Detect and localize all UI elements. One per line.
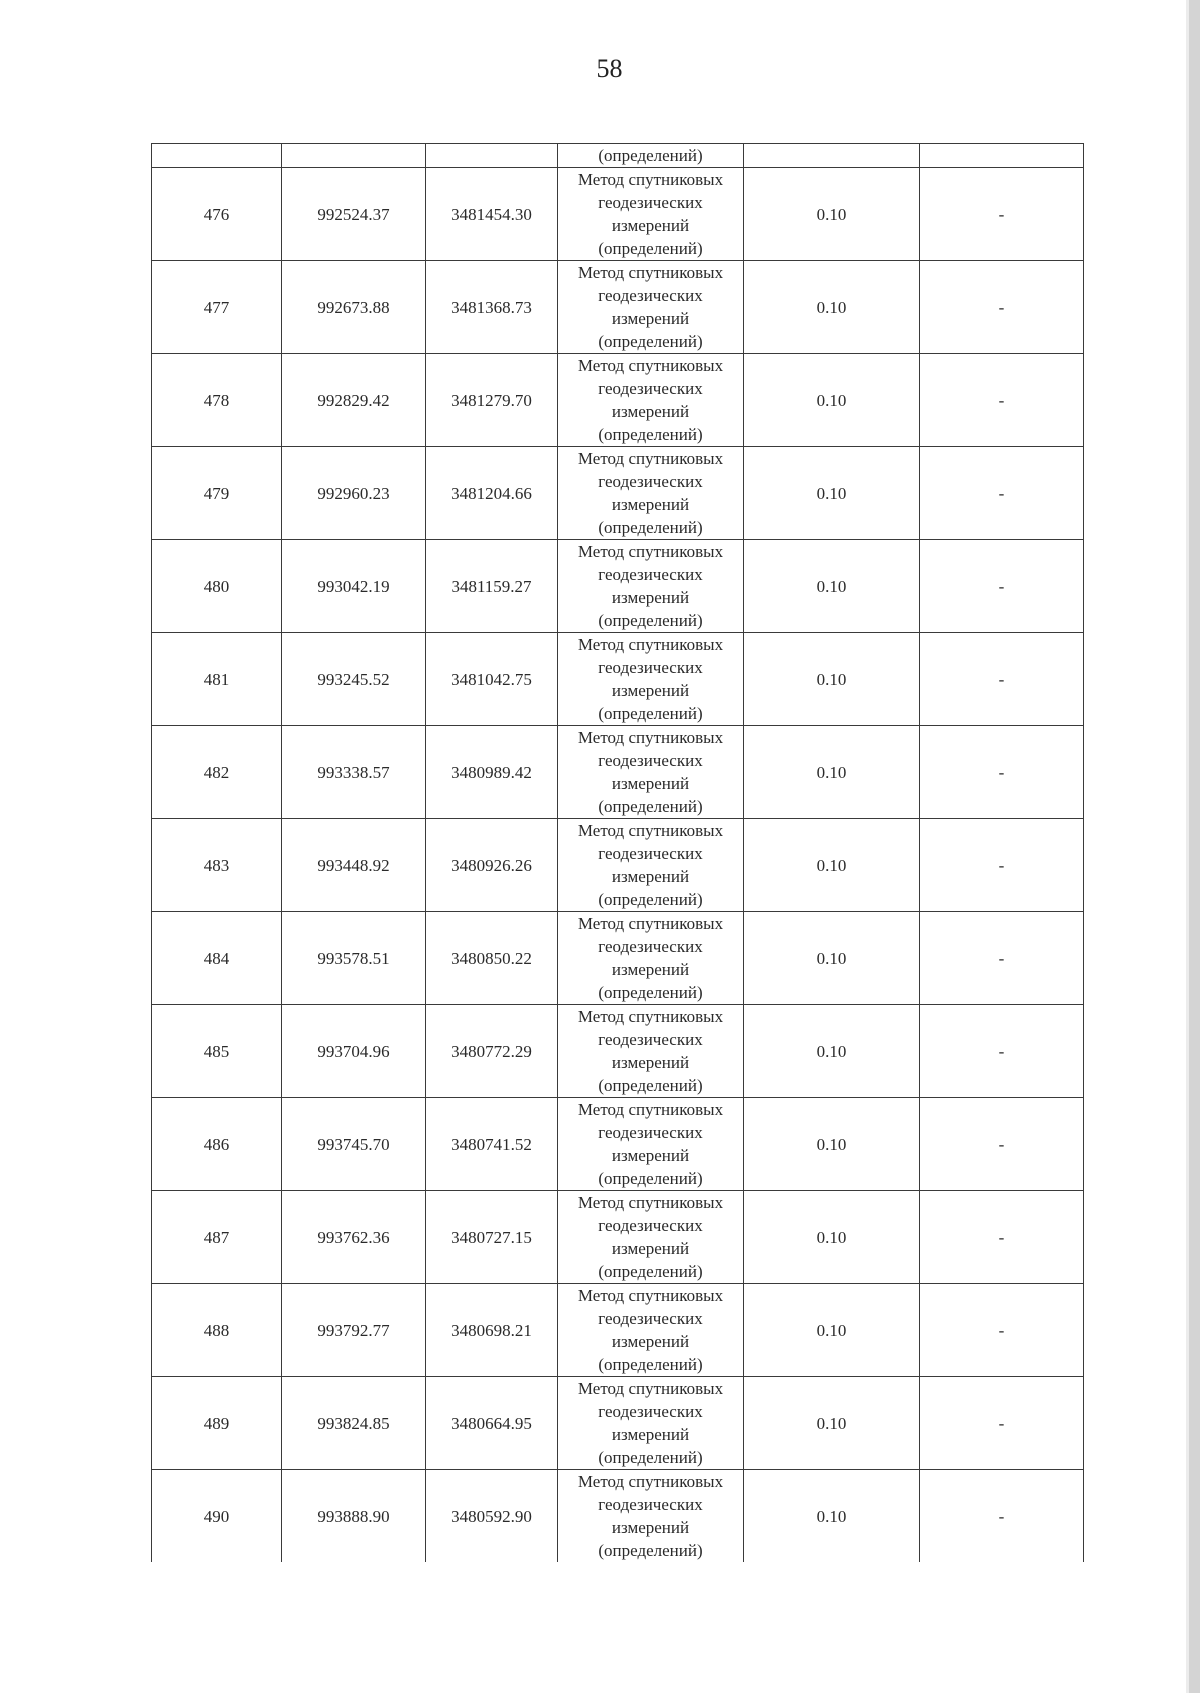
method-line: (определений) bbox=[598, 332, 703, 351]
cell-num: 487 bbox=[152, 1191, 282, 1284]
cell-num: 484 bbox=[152, 912, 282, 1005]
method-line: измерений bbox=[611, 867, 690, 886]
cell-accuracy: 0.10 bbox=[744, 168, 920, 261]
cell-method bbox=[558, 168, 744, 261]
cell-y: 3480772.29 bbox=[426, 1005, 558, 1098]
cell-accuracy: 0.10 bbox=[744, 1377, 920, 1470]
cell-x: 993245.52 bbox=[282, 633, 426, 726]
method-line: измерений bbox=[611, 1239, 690, 1258]
cell-num: 482 bbox=[152, 726, 282, 819]
cell-x: 993888.90 bbox=[282, 1470, 426, 1563]
cell-accuracy: 0.10 bbox=[744, 1098, 920, 1191]
table-row bbox=[152, 1470, 1084, 1563]
cell-accuracy: 0.10 bbox=[744, 726, 920, 819]
cell-x: 993792.77 bbox=[282, 1284, 426, 1377]
method-line: геодезических bbox=[598, 658, 703, 677]
method-line: геодезических bbox=[598, 1030, 703, 1049]
cell-method bbox=[558, 819, 744, 912]
cell-x: 993824.85 bbox=[282, 1377, 426, 1470]
cell-num: 480 bbox=[152, 540, 282, 633]
cell-y: 3481368.73 bbox=[426, 261, 558, 354]
method-line: геодезических bbox=[598, 1402, 703, 1421]
method-line: измерений bbox=[611, 1425, 690, 1444]
method-line: геодезических bbox=[598, 193, 703, 212]
method-line: геодезических bbox=[598, 844, 703, 863]
method-line: (определений) bbox=[598, 1169, 703, 1188]
coordinates-table bbox=[151, 143, 1084, 1562]
method-line: (определений) bbox=[598, 704, 703, 723]
cell-note: - bbox=[920, 168, 1084, 261]
cell-x: 993762.36 bbox=[282, 1191, 426, 1284]
table-row bbox=[152, 1005, 1084, 1098]
method-line: Метод спутниковых bbox=[577, 728, 724, 747]
method-line: Метод спутниковых bbox=[577, 170, 724, 189]
method-line: Метод спутниковых bbox=[577, 1472, 724, 1491]
cell-method bbox=[558, 1005, 744, 1098]
method-line: (определений) bbox=[598, 1262, 703, 1281]
method-line: измерений bbox=[611, 216, 690, 235]
cell-y: 3480664.95 bbox=[426, 1377, 558, 1470]
cell-note: - bbox=[920, 354, 1084, 447]
cell-note bbox=[920, 144, 1084, 168]
cell-x: 993578.51 bbox=[282, 912, 426, 1005]
method-line: измерений bbox=[611, 309, 690, 328]
method-line: измерений bbox=[611, 1518, 690, 1537]
cell-y: 3481204.66 bbox=[426, 447, 558, 540]
cell-x: 992673.88 bbox=[282, 261, 426, 354]
cell-num: 478 bbox=[152, 354, 282, 447]
table-row bbox=[152, 354, 1084, 447]
cell-method bbox=[558, 354, 744, 447]
cell-method bbox=[558, 1098, 744, 1191]
method-line: Метод спутниковых bbox=[577, 635, 724, 654]
cell-y: 3481279.70 bbox=[426, 354, 558, 447]
cell-y: 3480727.15 bbox=[426, 1191, 558, 1284]
cell-num: 489 bbox=[152, 1377, 282, 1470]
method-line: геодезических bbox=[598, 286, 703, 305]
table-row bbox=[152, 1098, 1084, 1191]
cell-num: 483 bbox=[152, 819, 282, 912]
cell-x: 993745.70 bbox=[282, 1098, 426, 1191]
method-line: Метод спутниковых bbox=[577, 542, 724, 561]
method-line: Метод спутниковых bbox=[577, 1379, 724, 1398]
cell-x: 992960.23 bbox=[282, 447, 426, 540]
cell-method bbox=[558, 912, 744, 1005]
table-row bbox=[152, 540, 1084, 633]
cell-accuracy: 0.10 bbox=[744, 261, 920, 354]
cell-num: 486 bbox=[152, 1098, 282, 1191]
method-line: (определений) bbox=[598, 1355, 703, 1374]
cell-y: 3480926.26 bbox=[426, 819, 558, 912]
cell-num: 476 bbox=[152, 168, 282, 261]
cell-x: 992524.37 bbox=[282, 168, 426, 261]
method-line: геодезических bbox=[598, 379, 703, 398]
cell-method bbox=[558, 1284, 744, 1377]
method-line: Метод спутниковых bbox=[577, 263, 724, 282]
cell-x bbox=[282, 144, 426, 168]
table-row bbox=[152, 1377, 1084, 1470]
method-line: (определений) bbox=[598, 425, 703, 444]
table-row bbox=[152, 726, 1084, 819]
page-number: 58 bbox=[596, 54, 623, 83]
method-line: измерений bbox=[611, 402, 690, 421]
cell-note: - bbox=[920, 261, 1084, 354]
cell-accuracy: 0.10 bbox=[744, 1284, 920, 1377]
cell-y: 3480850.22 bbox=[426, 912, 558, 1005]
cell-method bbox=[558, 261, 744, 354]
method-line: Метод спутниковых bbox=[577, 1007, 724, 1026]
cell-note: - bbox=[920, 1470, 1084, 1563]
table-row bbox=[152, 168, 1084, 261]
method-line: (определений) bbox=[598, 611, 703, 630]
method-line: (определений) bbox=[598, 983, 703, 1002]
method-line: (определений) bbox=[598, 1541, 703, 1560]
cell-method bbox=[558, 1191, 744, 1284]
method-line: геодезических bbox=[598, 1309, 703, 1328]
method-line: Метод спутниковых bbox=[577, 914, 724, 933]
cell-accuracy: 0.10 bbox=[744, 354, 920, 447]
cell-note: - bbox=[920, 1098, 1084, 1191]
cell-num: 479 bbox=[152, 447, 282, 540]
cell-x: 992829.42 bbox=[282, 354, 426, 447]
cell-note: - bbox=[920, 633, 1084, 726]
method-line: измерений bbox=[611, 1146, 690, 1165]
cell-num: 481 bbox=[152, 633, 282, 726]
cell-num: 490 bbox=[152, 1470, 282, 1563]
table-body bbox=[152, 144, 1084, 1563]
cell-method bbox=[558, 1377, 744, 1470]
cell-y: 3481042.75 bbox=[426, 633, 558, 726]
cell-note: - bbox=[920, 447, 1084, 540]
method-line: Метод спутниковых bbox=[577, 356, 724, 375]
method-line: измерений bbox=[611, 774, 690, 793]
continuation-row bbox=[152, 144, 1084, 168]
cell-accuracy: 0.10 bbox=[744, 1470, 920, 1563]
cell-accuracy: 0.10 bbox=[744, 1005, 920, 1098]
cell-accuracy: 0.10 bbox=[744, 819, 920, 912]
method-line: (определений) bbox=[598, 518, 703, 537]
cell-y: 3480741.52 bbox=[426, 1098, 558, 1191]
cell-accuracy: 0.10 bbox=[744, 912, 920, 1005]
method-line: (определений) bbox=[598, 239, 703, 258]
method-line: геодезических bbox=[598, 472, 703, 491]
cell-method bbox=[558, 447, 744, 540]
cell-accuracy: 0.10 bbox=[744, 633, 920, 726]
table-row bbox=[152, 261, 1084, 354]
cell-note: - bbox=[920, 912, 1084, 1005]
cell-y: 3481454.30 bbox=[426, 168, 558, 261]
method-line: измерений bbox=[611, 495, 690, 514]
method-line: геодезических bbox=[598, 565, 703, 584]
cell-note: - bbox=[920, 1191, 1084, 1284]
method-line: (определений) bbox=[598, 797, 703, 816]
cell-method bbox=[558, 633, 744, 726]
cell-x: 993338.57 bbox=[282, 726, 426, 819]
table-row bbox=[152, 819, 1084, 912]
cell-note: - bbox=[920, 1284, 1084, 1377]
method-line: Метод спутниковых bbox=[577, 1193, 724, 1212]
table-row bbox=[152, 912, 1084, 1005]
cell-accuracy: 0.10 bbox=[744, 1191, 920, 1284]
cell-y: 3480592.90 bbox=[426, 1470, 558, 1563]
table-row bbox=[152, 633, 1084, 726]
cell-x: 993448.92 bbox=[282, 819, 426, 912]
method-line: измерений bbox=[611, 960, 690, 979]
cell-note: - bbox=[920, 1377, 1084, 1470]
cell-x: 993042.19 bbox=[282, 540, 426, 633]
cell-note: - bbox=[920, 726, 1084, 819]
cell-accuracy: 0.10 bbox=[744, 447, 920, 540]
method-line: геодезических bbox=[598, 1495, 703, 1514]
method-line: (определений) bbox=[598, 1448, 703, 1467]
cell-method: (определений) bbox=[558, 144, 744, 168]
method-line: геодезических bbox=[598, 751, 703, 770]
cell-num: 477 bbox=[152, 261, 282, 354]
cell-note: - bbox=[920, 540, 1084, 633]
method-line: Метод спутниковых bbox=[577, 821, 724, 840]
page-edge bbox=[1186, 0, 1200, 1693]
cell-method bbox=[558, 540, 744, 633]
method-line: геодезических bbox=[598, 1216, 703, 1235]
cell-x: 993704.96 bbox=[282, 1005, 426, 1098]
cell-y: 3481159.27 bbox=[426, 540, 558, 633]
cell-y bbox=[426, 144, 558, 168]
cell-note: - bbox=[920, 819, 1084, 912]
cell-accuracy bbox=[744, 144, 920, 168]
method-line: (определений) bbox=[598, 1076, 703, 1095]
cell-method bbox=[558, 726, 744, 819]
cell-y: 3480989.42 bbox=[426, 726, 558, 819]
cell-num: 485 bbox=[152, 1005, 282, 1098]
method-line: измерений bbox=[611, 681, 690, 700]
method-line: измерений bbox=[611, 1332, 690, 1351]
table-row bbox=[152, 447, 1084, 540]
table-row bbox=[152, 1191, 1084, 1284]
method-line: измерений bbox=[611, 588, 690, 607]
cell-method bbox=[558, 1470, 744, 1563]
method-line: Метод спутниковых bbox=[577, 1286, 724, 1305]
method-line: (определений) bbox=[598, 890, 703, 909]
cell-num: 488 bbox=[152, 1284, 282, 1377]
method-line: геодезических bbox=[598, 1123, 703, 1142]
cell-note: - bbox=[920, 1005, 1084, 1098]
cell-accuracy: 0.10 bbox=[744, 540, 920, 633]
cell-num bbox=[152, 144, 282, 168]
method-line: геодезических bbox=[598, 937, 703, 956]
cell-y: 3480698.21 bbox=[426, 1284, 558, 1377]
table-row bbox=[152, 1284, 1084, 1377]
method-line: Метод спутниковых bbox=[577, 1100, 724, 1119]
method-line: измерений bbox=[611, 1053, 690, 1072]
method-line: Метод спутниковых bbox=[577, 449, 724, 468]
